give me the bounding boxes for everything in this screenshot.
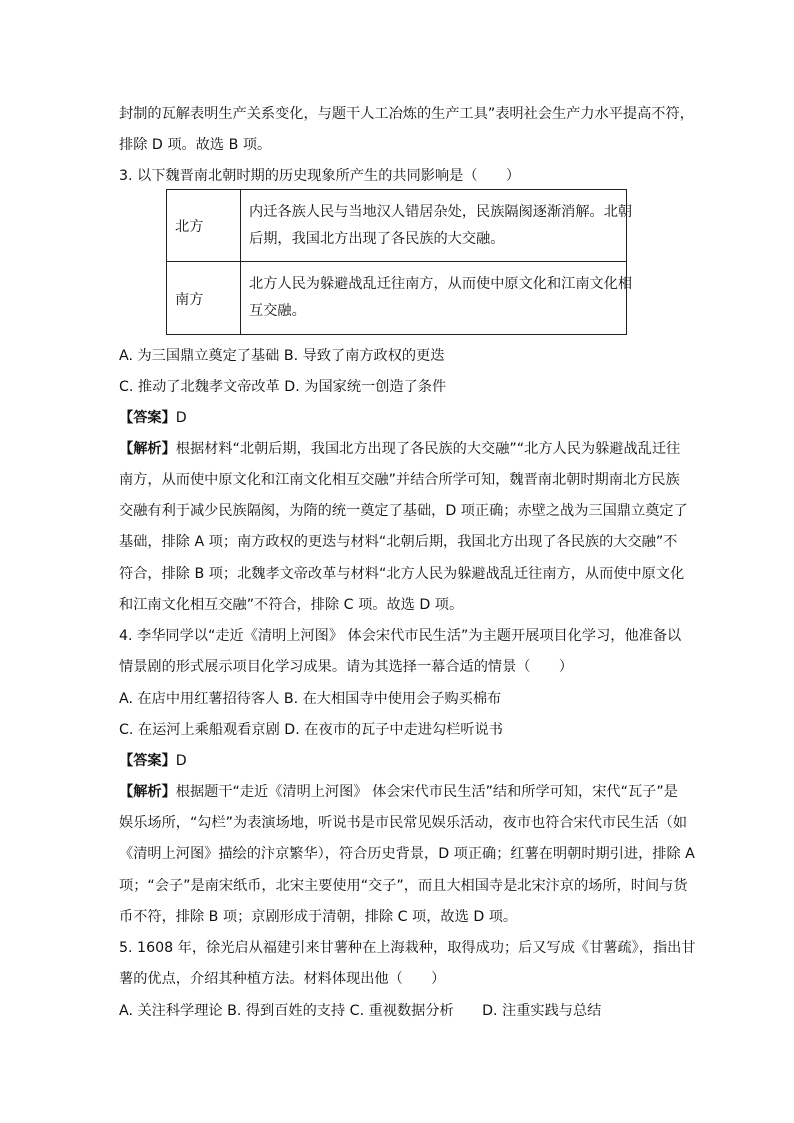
q4-options-cd: C. 在运河上乘船观看京剧 D. 在夜市的瓦子中走进勾栏听说书 [119,722,503,738]
analysis-label: 【解析】 [119,784,176,800]
table-cell-line: 内迁各族人民与当地汉人错居杂处，民族隔阂逐渐消解。北朝 [249,204,633,220]
intro-line-1: 封制的瓦解表明生产关系变化，与题干人工冶炼的生产工具”表明社会生产力水平提高不符， [119,106,694,122]
table-row-north [167,190,633,262]
table-row-south [167,262,633,335]
q4-analysis-line-4: 项；“会子”是南宋纸币，北宋主要使用“交子”，而且大相国寺是北宋汴京的场所，时间与货 [119,878,688,894]
table-cell-line: 北方人民为躲避战乱迁往南方，从而使中原文化和江南文化相 [249,276,633,292]
table-cell-south [249,271,633,325]
q3-analysis-line-4: 基础，排除 A 项；南方政权的更迭与材料“北朝后期，我国北方出现了各民族的大交融”不 [119,534,678,550]
q4-analysis-line-2: 娱乐场所，“勾栏”为表演场地，听说书是市民常见娱乐活动，夜市也符合宋代市民生活（如 [119,815,688,831]
q3-answer [119,407,187,427]
q4-analysis-line-5: 币不符，排除 B 项；京剧形成于清朝，排除 C 项，故选 D 项。 [119,909,518,925]
analysis-text: 根据题干“走近《清明上河图》 体会宋代市民生活”结和所学可知，宋代“瓦子”是 [175,784,678,800]
q3-material-table [166,189,633,335]
q3-options-ab: A. 为三国鼎立奠定了基础 B. 导致了南方政权的更迭 [119,348,445,364]
q3-stem: 3. 以下魏晋南北朝时期的历史现象所产生的共同影响是（ ） [119,168,521,184]
table-head-south: 南方 [167,262,241,335]
q4-analysis-line-3: 《清明上河图》描绘的汴京繁华），符合历史背景，D 项正确；红薯在明朝时期引进，排除 A [119,846,695,862]
answer-label: 【答案】 [119,753,176,769]
q3-analysis-line-3: 交融有利于减少民族隔阂，为隋的统一奠定了基础，D 项正确；赤壁之战为三国鼎立奠定了 [119,503,688,519]
answer-label: 【答案】 [119,410,176,426]
answer-value: D [175,410,187,426]
q4-options-ab: A. 在店中用红薯招待客人 B. 在大相国寺中使用会子购买棉布 [119,691,502,707]
table-head-north: 北方 [167,190,241,261]
q3-analysis-line-1 [119,438,680,458]
q3-analysis-line-2: 南方，从而使中原文化和江南文化相互交融”并结合所学可知，魏晋南北朝时期南北方民族 [119,472,680,488]
table-cell-north [249,199,633,253]
q5-stem-line-2: 薯的优点，介绍其种植方法。材料体现出他（ ） [119,971,446,987]
q3-analysis-line-6: 和江南文化相互交融”不符合，排除 C 项。故选 D 项。 [119,597,464,613]
answer-value: D [175,753,187,769]
analysis-label: 【解析】 [119,441,176,457]
q3-analysis-line-5: 符合，排除 B 项；北魏孝文帝改革与材料“北方人民为躲避战乱迁往南方，从而使中原文化 [119,566,685,582]
q5-options: A. 关注科学理论 B. 得到百姓的支持 C. 重视数据分析 D. 注重实践与总结 [119,1003,602,1019]
table-cell-line: 后期，我国北方出现了各民族的大交融。 [249,231,505,247]
q3-options-cd: C. 推动了北魏孝文帝改革 D. 为国家统一创造了条件 [119,379,447,395]
table-cell-line: 互交融。 [249,303,306,319]
q5-stem-line-1: 5. 1608 年，徐光启从福建引来甘薯种在上海栽种，取得成功；后又写成《甘薯疏》，指出甘 [119,940,696,956]
q4-stem-line-2: 情景剧的形式展示项目化学习成果。请为其选择一幕合适的情景（ ） [119,659,574,675]
analysis-text: 根据材料“北朝后期，我国北方出现了各民族的大交融”“北方人民为躲避战乱迁往 [175,441,681,457]
q4-analysis-line-1 [119,781,678,801]
intro-line-2: 排除 D 项。故选 B 项。 [119,137,272,153]
q4-stem-line-1: 4. 李华同学以“走近《清明上河图》 体会宋代市民生活”为主题开展项目化学习，他准备以 [119,628,682,644]
q4-answer [119,750,187,770]
